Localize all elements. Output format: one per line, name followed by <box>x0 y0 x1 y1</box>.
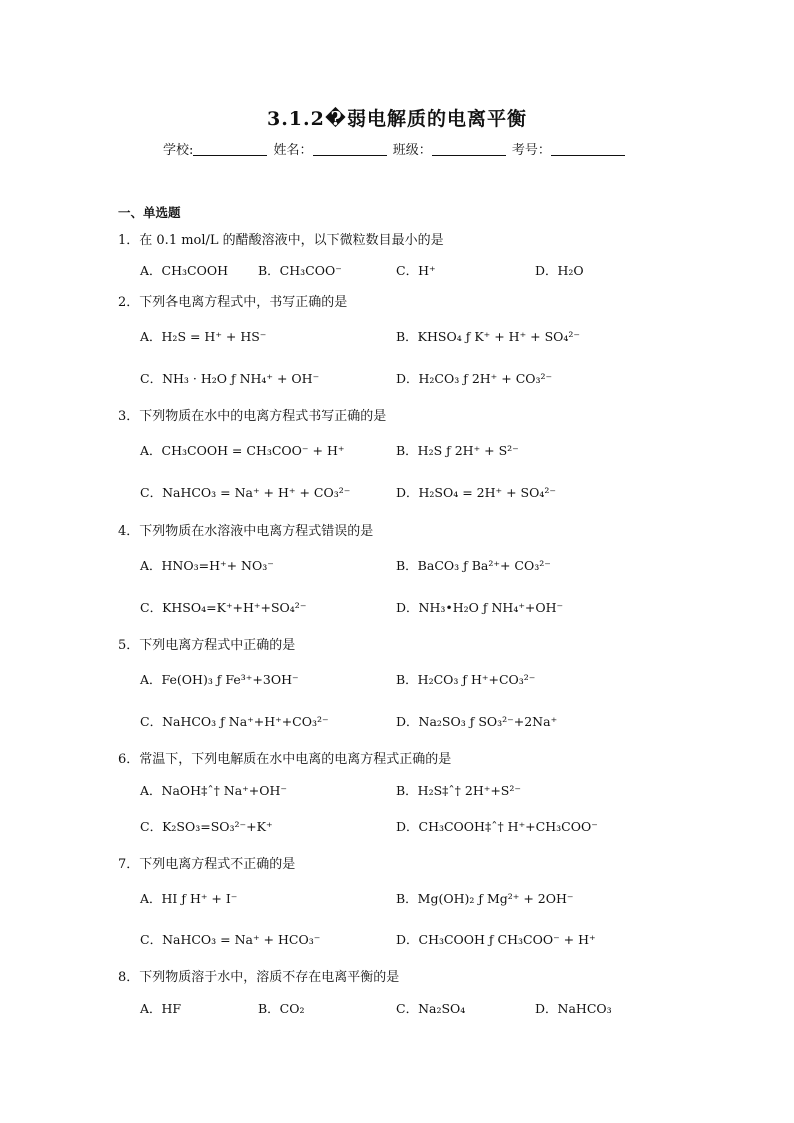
q2-option-c[interactable]: C．NH₃ · H₂O ƒ NH₄⁺ + OH⁻ <box>140 371 320 386</box>
school-label: 学校: <box>163 143 194 158</box>
q8-option-a[interactable]: A．HF <box>140 1001 182 1016</box>
q1-option-c[interactable]: C．H⁺ <box>396 263 436 278</box>
q4-option-b[interactable]: B．BaCO₃ ƒ Ba²⁺+ CO₃²⁻ <box>396 558 551 573</box>
student-info-line <box>163 139 627 158</box>
q6-option-b[interactable]: B．H₂S‡ˆ† 2H⁺+S²⁻ <box>396 783 521 798</box>
question-8: 8．下列物质溶于水中，溶质不存在电离平衡的是 <box>118 970 400 985</box>
question-7: 7．下列电离方程式不正确的是 <box>118 857 296 872</box>
exam-number-label: 考号： <box>511 143 551 158</box>
q8-option-d[interactable]: D．NaHCO₃ <box>535 1001 612 1016</box>
name-label: 姓名： <box>273 143 313 158</box>
question-5: 5．下列电离方程式中正确的是 <box>118 638 296 653</box>
q3-option-d[interactable]: D．H₂SO₄ = 2H⁺ + SO₄²⁻ <box>396 485 556 500</box>
question-2: 2．下列各电离方程式中，书写正确的是 <box>118 295 348 310</box>
question-6: 6．常温下，下列电解质在水中电离的电离方程式正确的是 <box>118 752 452 767</box>
q8-option-b[interactable]: B．CO₂ <box>258 1001 305 1016</box>
q4-option-c[interactable]: C．KHSO₄=K⁺+H⁺+SO₄²⁻ <box>140 600 307 615</box>
q8-option-c[interactable]: C．Na₂SO₄ <box>396 1001 466 1016</box>
q4-option-a[interactable]: A．HNO₃=H⁺+ NO₃⁻ <box>140 558 274 573</box>
q3-option-a[interactable]: A．CH₃COOH = CH₃COO⁻ + H⁺ <box>140 443 345 458</box>
question-4: 4．下列物质在水溶液中电离方程式错误的是 <box>118 524 374 539</box>
q1-option-b[interactable]: B．CH₃COO⁻ <box>258 263 342 278</box>
q7-option-a[interactable]: A．HI ƒ H⁺ + I⁻ <box>140 891 238 906</box>
q6-option-a[interactable]: A．NaOH‡ˆ† Na⁺+OH⁻ <box>140 783 287 798</box>
class-label: 班级： <box>392 143 432 158</box>
name-field[interactable] <box>313 142 387 156</box>
q5-option-c[interactable]: C．NaHCO₃ ƒ Na⁺+H⁺+CO₃²⁻ <box>140 714 329 729</box>
q5-option-d[interactable]: D．Na₂SO₃ ƒ SO₃²⁻+2Na⁺ <box>396 714 558 729</box>
q1-option-a[interactable]: A．CH₃COOH <box>140 263 228 278</box>
school-field[interactable] <box>193 142 267 156</box>
section-heading: 一、单选题 <box>118 205 181 220</box>
q2-option-d[interactable]: D．H₂CO₃ ƒ 2H⁺ + CO₃²⁻ <box>396 371 553 386</box>
q3-option-b[interactable]: B．H₂S ƒ 2H⁺ + S²⁻ <box>396 443 519 458</box>
q7-option-c[interactable]: C．NaHCO₃ = Na⁺ + HCO₃⁻ <box>140 932 321 947</box>
exam-number-field[interactable] <box>551 142 625 156</box>
q5-option-b[interactable]: B．H₂CO₃ ƒ H⁺+CO₃²⁻ <box>396 672 536 687</box>
q6-option-d[interactable]: D．CH₃COOH‡ˆ† H⁺+CH₃COO⁻ <box>396 819 598 834</box>
question-3: 3．下列物质在水中的电离方程式书写正确的是 <box>118 409 387 424</box>
q6-option-c[interactable]: C．K₂SO₃=SO₃²⁻+K⁺ <box>140 819 273 834</box>
q3-option-c[interactable]: C．NaHCO₃ = Na⁺ + H⁺ + CO₃²⁻ <box>140 485 351 500</box>
q1-option-d[interactable]: D．H₂O <box>535 263 584 278</box>
q5-option-a[interactable]: A．Fe(OH)₃ ƒ Fe³⁺+3OH⁻ <box>140 672 299 687</box>
page-title: 3.1.2�弱电解质的电离平衡 <box>266 108 528 130</box>
q4-option-d[interactable]: D．NH₃•H₂O ƒ NH₄⁺+OH⁻ <box>396 600 564 615</box>
class-field[interactable] <box>432 142 506 156</box>
q2-option-a[interactable]: A．H₂S = H⁺ + HS⁻ <box>140 329 267 344</box>
q2-option-b[interactable]: B．KHSO₄ ƒ K⁺ + H⁺ + SO₄²⁻ <box>396 329 581 344</box>
question-1: 1．在 0.1 mol/L 的醋酸溶液中，以下微粒数目最小的是 <box>118 233 444 248</box>
q7-option-b[interactable]: B．Mg(OH)₂ ƒ Mg²⁺ + 2OH⁻ <box>396 891 574 906</box>
q7-option-d[interactable]: D．CH₃COOH ƒ CH₃COO⁻ + H⁺ <box>396 932 596 947</box>
